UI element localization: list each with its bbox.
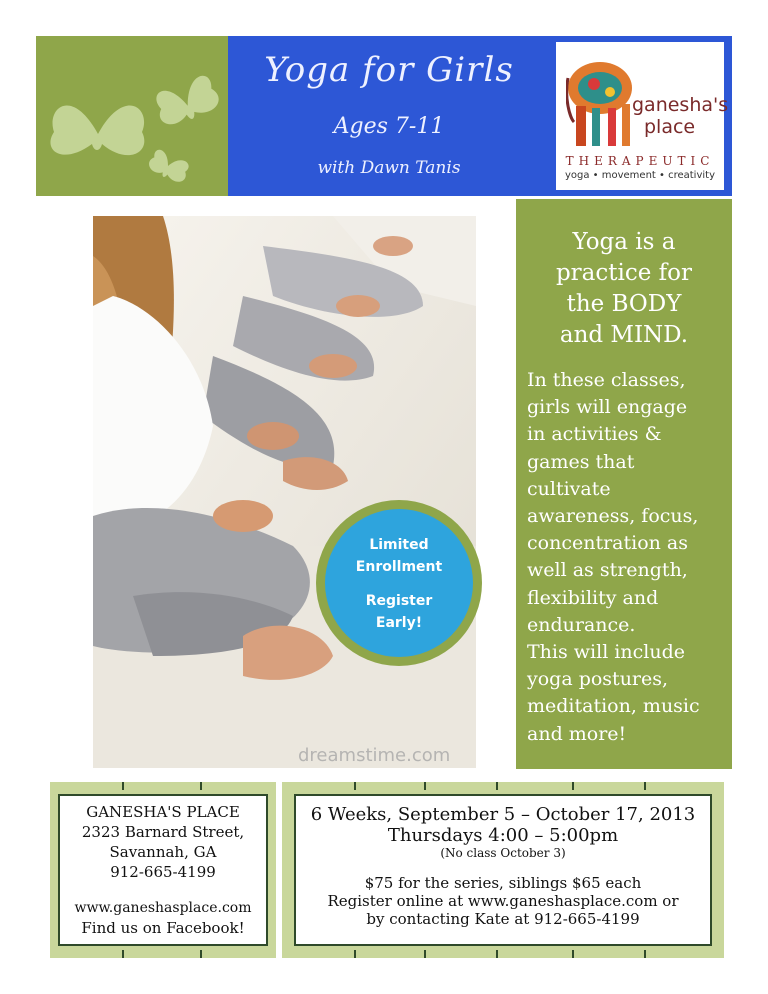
body-line: concentration as [527,532,688,555]
heading-line: the BODY [566,291,682,317]
body-line: flexibility and [527,586,659,609]
register-phone: by contacting Kate at 912-665-4199 [366,910,640,928]
register-online[interactable]: Register online at www.ganeshasplace.com or [327,892,679,910]
divider [572,782,574,790]
badge-text-1: Limited [369,537,429,553]
city: Savannah, GA [109,843,217,861]
elephant-icon [566,48,636,148]
street-address: 2323 Barnard Street, [81,823,245,841]
logo-therapeutic: THERAPEUTIC [565,154,715,168]
logo-tagline: yoga • movement • creativity [564,170,715,181]
schedule-box [282,782,724,958]
body-line: meditation, music [527,695,700,718]
page-title: Yoga for Girls [264,50,514,90]
body-line: and more! [527,722,627,745]
logo-name: ganesha's [632,94,729,116]
divider [354,782,356,790]
badge-text-3: Register [365,593,433,609]
phone: 912-665-4199 [110,863,216,881]
heading-line: practice for [555,260,693,286]
logo [556,42,729,190]
logo-panel [550,36,732,196]
divider [424,950,426,958]
divider [424,782,426,790]
body-line: yoga postures, [527,668,669,691]
class-dates: 6 Weeks, September 5 – October 17, 2013 [310,804,696,825]
divider [572,950,574,958]
website-link[interactable]: www.ganeshasplace.com [74,900,252,916]
facebook-link[interactable]: Find us on Facebook! [81,919,245,937]
divider [644,950,646,958]
price: $75 for the series, siblings $65 each [364,874,642,892]
badge-inner [325,509,473,657]
no-class-note: (No class October 3) [440,846,566,860]
divider [200,782,202,790]
schedule-card [294,794,712,946]
heading-line: and MIND. [559,322,689,348]
divider [496,950,498,958]
yoga-girls-image [93,216,476,768]
panel-description [527,367,726,748]
instructor: with Dawn Tanis [317,158,461,178]
divider [496,782,498,790]
body-line: well as strength, [527,559,688,582]
body-line: In these classes, [527,369,686,391]
divider [122,950,124,958]
yoga-photo [93,216,476,768]
body-line: in activities & [527,423,662,446]
butterfly-icon [36,36,228,196]
body-line: games that [527,450,635,473]
body-line: cultivate [527,477,611,500]
title-banner [228,36,550,196]
class-time: Thursdays 4:00 – 5:00pm [387,825,619,846]
panel-heading [516,227,732,351]
contact-card [58,794,268,946]
divider [200,950,202,958]
divider [122,782,124,790]
body-line: This will include [527,641,685,664]
heading-line: Yoga is a [572,229,676,255]
body-line: girls will engage [527,396,688,419]
enrollment-badge [316,500,482,666]
divider [354,950,356,958]
badge-text-4: Early! [375,615,423,631]
logo-name-2: place [644,116,696,138]
body-line: endurance. [527,613,636,636]
badge-text-2: Enrollment [355,559,443,575]
age-range: Ages 7-11 [333,114,445,139]
divider [644,782,646,790]
contact-box [50,782,276,958]
description-panel [516,199,732,769]
business-name: GANESHA'S PLACE [86,803,240,821]
watermark: dreamstime.com [298,745,451,766]
butterfly-panel [36,36,228,196]
body-line: awareness, focus, [527,505,699,528]
